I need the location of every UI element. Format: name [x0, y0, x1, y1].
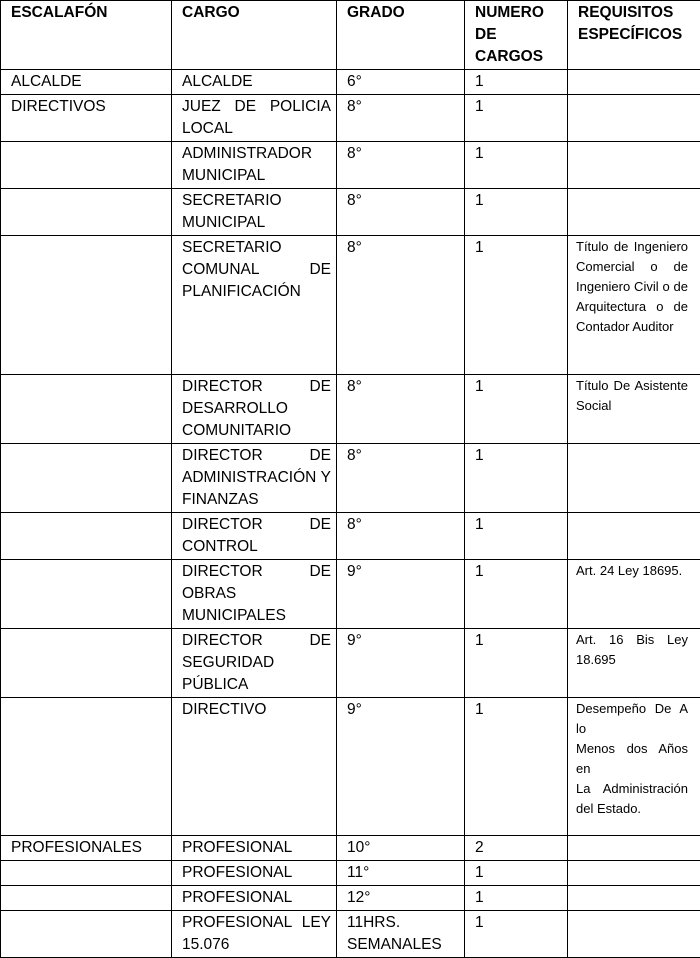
escalafon-cell — [1, 698, 172, 836]
requisitos-cell: Título de Ingeniero Comercial o de Ingeniero Civil o de Arquitectura o de Contador Auditor — [568, 236, 700, 375]
cargo-cell: JUEZ DE POLICIA LOCAL — [172, 95, 337, 142]
table-row — [1, 70, 700, 95]
table-row — [1, 444, 700, 513]
cargo-cell: SECRETARIO MUNICIPAL — [172, 189, 337, 236]
table-row — [1, 189, 700, 236]
escalafon-cell: ALCALDE — [1, 70, 172, 95]
requisitos-line: La Administración del Estado. — [576, 779, 688, 819]
numero-cell: 1 — [465, 444, 568, 513]
cargo-cell: PROFESIONAL — [172, 836, 337, 861]
header-row — [1, 1, 700, 70]
header-requisitos — [568, 1, 700, 70]
cargo-cell: DIRECTOR DE SEGURIDAD PÚBLICA — [172, 629, 337, 698]
table-row — [1, 236, 700, 375]
grado-cell: 8° — [337, 513, 465, 560]
escalafon-cell — [1, 911, 172, 958]
grado-cell: 9° — [337, 629, 465, 698]
requisitos-cell: Art. 24 Ley 18695. — [568, 560, 700, 629]
numero-cell: 1 — [465, 629, 568, 698]
cargo-cell: ALCALDE — [172, 70, 337, 95]
numero-cell: 1 — [465, 861, 568, 886]
table-row — [1, 95, 700, 142]
numero-cell: 1 — [465, 142, 568, 189]
numero-cell: 1 — [465, 95, 568, 142]
numero-cell: 1 — [465, 375, 568, 444]
requisitos-cell — [568, 142, 700, 189]
header-cargo: CARGO — [172, 1, 337, 70]
numero-cell: 1 — [465, 560, 568, 629]
escalafon-cell — [1, 886, 172, 911]
cargo-cell: PROFESIONAL — [172, 861, 337, 886]
cargo-cell: SECRETARIO COMUNAL DE PLANIFICACIÓN — [172, 236, 337, 375]
grado-cell: 11° — [337, 861, 465, 886]
requisitos-cell — [568, 444, 700, 513]
grado-cell: 8° — [337, 236, 465, 375]
grado-cell: 11HRS. SEMANALES — [337, 911, 465, 958]
requisitos-cell — [568, 513, 700, 560]
escalafon-cell — [1, 444, 172, 513]
table-row — [1, 513, 700, 560]
numero-cell: 1 — [465, 189, 568, 236]
numero-cell: 1 — [465, 911, 568, 958]
requisitos-cell: Art. 16 Bis Ley 18.695 — [568, 629, 700, 698]
table-row — [1, 698, 700, 836]
table-row — [1, 911, 700, 958]
header-numero-line: DE — [475, 24, 562, 46]
requisitos-cell — [568, 886, 700, 911]
requisitos-cell — [568, 861, 700, 886]
escalafon-cell — [1, 861, 172, 886]
cargo-cell: DIRECTOR DE ADMINISTRACIÓN Y FINANZAS — [172, 444, 337, 513]
grado-cell: 8° — [337, 142, 465, 189]
grado-cell: 9° — [337, 560, 465, 629]
requisitos-line: Desempeño De A lo — [576, 699, 688, 739]
table-row — [1, 560, 700, 629]
requisitos-cell — [568, 95, 700, 142]
table-row — [1, 629, 700, 698]
grado-cell: 8° — [337, 375, 465, 444]
cargo-cell: DIRECTOR DE CONTROL — [172, 513, 337, 560]
escalafon-cell — [1, 513, 172, 560]
cargo-cell: PROFESIONAL — [172, 886, 337, 911]
escalafon-cell — [1, 375, 172, 444]
cargo-cell: DIRECTOR DE OBRAS MUNICIPALES — [172, 560, 337, 629]
header-numero-cargos — [465, 1, 568, 70]
escalafon-cell: DIRECTIVOS — [1, 95, 172, 142]
escalafon-cell — [1, 142, 172, 189]
grado-cell: 10° — [337, 836, 465, 861]
requisitos-cell — [568, 70, 700, 95]
escalafon-cell — [1, 629, 172, 698]
cargo-cell: DIRECTOR DE DESARROLLO COMUNITARIO — [172, 375, 337, 444]
header-grado: GRADO — [337, 1, 465, 70]
escalafon-cell — [1, 560, 172, 629]
header-requisitos-line: REQUISITOS — [578, 2, 698, 24]
header-escalafon: ESCALAFÓN — [1, 1, 172, 70]
escalafon-cell — [1, 189, 172, 236]
escalafon-cell: PROFESIONALES — [1, 836, 172, 861]
cargo-cell: DIRECTIVO — [172, 698, 337, 836]
table-row — [1, 886, 700, 911]
table-row — [1, 836, 700, 861]
header-numero-line: CARGOS — [475, 46, 562, 68]
cargo-cell: PROFESIONAL LEY 15.076 — [172, 911, 337, 958]
numero-cell: 1 — [465, 698, 568, 836]
table-row — [1, 375, 700, 444]
requisitos-cell — [568, 698, 700, 836]
requisitos-cell — [568, 189, 700, 236]
grado-cell: 8° — [337, 444, 465, 513]
grado-cell: 9° — [337, 698, 465, 836]
table-row — [1, 861, 700, 886]
requisitos-cell — [568, 836, 700, 861]
numero-cell: 1 — [465, 70, 568, 95]
grado-cell: 8° — [337, 189, 465, 236]
requisitos-line: Menos dos Años en — [576, 739, 688, 779]
header-requisitos-line: ESPECÍFICOS — [578, 24, 698, 46]
numero-cell: 1 — [465, 513, 568, 560]
requisitos-cell — [568, 911, 700, 958]
header-numero-line: NUMERO — [475, 2, 562, 24]
escalafon-cell — [1, 236, 172, 375]
numero-cell: 1 — [465, 886, 568, 911]
grado-cell: 6° — [337, 70, 465, 95]
grado-cell: 8° — [337, 95, 465, 142]
grado-cell: 12° — [337, 886, 465, 911]
requisitos-cell: Título De Asistente Social — [568, 375, 700, 444]
cargo-cell: ADMINISTRADOR MUNICIPAL — [172, 142, 337, 189]
numero-cell: 1 — [465, 236, 568, 375]
table-row — [1, 142, 700, 189]
numero-cell: 2 — [465, 836, 568, 861]
